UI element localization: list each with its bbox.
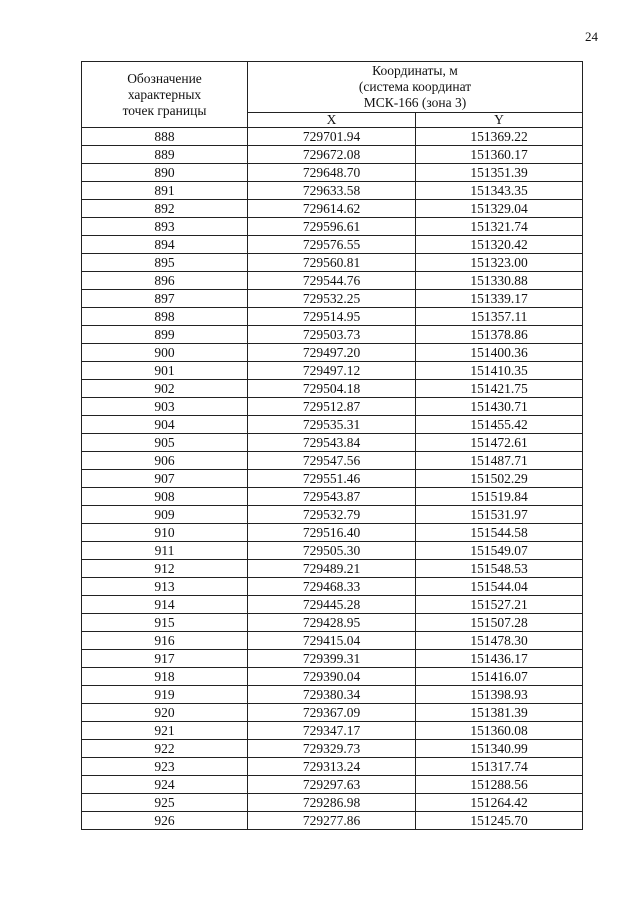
x-coordinate-cell: 729532.25 xyxy=(248,290,416,308)
y-coordinate-cell: 151549.07 xyxy=(416,542,583,560)
table-row xyxy=(82,560,583,578)
y-coordinate-cell: 151507.28 xyxy=(416,614,583,632)
point-number-cell: 911 xyxy=(82,542,248,560)
coord-header-line-1: Координаты, м xyxy=(372,63,458,78)
point-number-cell: 912 xyxy=(82,560,248,578)
table-row xyxy=(82,182,583,200)
table-row xyxy=(82,776,583,794)
y-coordinate-cell: 151317.74 xyxy=(416,758,583,776)
table-row xyxy=(82,434,583,452)
y-coordinate-cell: 151472.61 xyxy=(416,434,583,452)
table-row xyxy=(82,740,583,758)
point-number-cell: 913 xyxy=(82,578,248,596)
x-coordinate-cell: 729286.98 xyxy=(248,794,416,812)
y-coordinate-cell: 151519.84 xyxy=(416,488,583,506)
y-coordinate-cell: 151321.74 xyxy=(416,218,583,236)
y-coordinate-cell: 151340.99 xyxy=(416,740,583,758)
point-number-cell: 889 xyxy=(82,146,248,164)
table-row xyxy=(82,614,583,632)
y-coordinate-cell: 151343.35 xyxy=(416,182,583,200)
point-number-cell: 904 xyxy=(82,416,248,434)
point-number-cell: 901 xyxy=(82,362,248,380)
table-row xyxy=(82,668,583,686)
x-coordinate-cell: 729399.31 xyxy=(248,650,416,668)
table-row xyxy=(82,272,583,290)
table-row xyxy=(82,758,583,776)
x-coordinate-cell: 729576.55 xyxy=(248,236,416,254)
point-number-cell: 890 xyxy=(82,164,248,182)
table-row xyxy=(82,380,583,398)
x-coordinate-cell: 729503.73 xyxy=(248,326,416,344)
coord-header-line-2: (система координат xyxy=(358,79,472,94)
y-column-header: Y xyxy=(416,113,583,128)
y-coordinate-cell: 151544.04 xyxy=(416,578,583,596)
y-coordinate-cell: 151410.35 xyxy=(416,362,583,380)
point-number-cell: 891 xyxy=(82,182,248,200)
x-coordinate-cell: 729648.70 xyxy=(248,164,416,182)
x-coordinate-cell: 729544.76 xyxy=(248,272,416,290)
point-number-cell: 925 xyxy=(82,794,248,812)
coord-header-line-3: МСК-166 (зона 3) xyxy=(363,95,467,110)
x-coordinate-cell: 729297.63 xyxy=(248,776,416,794)
x-coordinate-cell: 729543.87 xyxy=(248,488,416,506)
point-number-cell: 903 xyxy=(82,398,248,416)
point-number-cell: 916 xyxy=(82,632,248,650)
point-number-cell: 910 xyxy=(82,524,248,542)
point-header-line-1: Обозначение xyxy=(127,70,202,86)
y-coordinate-cell: 151339.17 xyxy=(416,290,583,308)
point-number-cell: 924 xyxy=(82,776,248,794)
table-row xyxy=(82,722,583,740)
table-row xyxy=(82,452,583,470)
page-number: 24 xyxy=(585,29,598,44)
point-number-cell: 893 xyxy=(82,218,248,236)
y-coordinate-cell: 151351.39 xyxy=(416,164,583,182)
y-coordinate-cell: 151436.17 xyxy=(416,650,583,668)
y-coordinate-cell: 151478.30 xyxy=(416,632,583,650)
y-coordinate-cell: 151398.93 xyxy=(416,686,583,704)
x-coordinate-cell: 729543.84 xyxy=(248,434,416,452)
table-row xyxy=(82,128,583,146)
table-row xyxy=(82,218,583,236)
point-number-cell: 900 xyxy=(82,344,248,362)
table-row xyxy=(82,254,583,272)
x-coordinate-cell: 729551.46 xyxy=(248,470,416,488)
point-number-cell: 902 xyxy=(82,380,248,398)
table-header xyxy=(82,62,583,128)
table-row xyxy=(82,362,583,380)
table-row xyxy=(82,578,583,596)
x-coordinate-cell: 729313.24 xyxy=(248,758,416,776)
table-row xyxy=(82,146,583,164)
point-number-cell: 895 xyxy=(82,254,248,272)
x-coordinate-cell: 729512.87 xyxy=(248,398,416,416)
y-coordinate-cell: 151378.86 xyxy=(416,326,583,344)
table-row xyxy=(82,488,583,506)
x-coordinate-cell: 729614.62 xyxy=(248,200,416,218)
x-coordinate-cell: 729560.81 xyxy=(248,254,416,272)
x-coordinate-cell: 729415.04 xyxy=(248,632,416,650)
x-coordinate-cell: 729535.31 xyxy=(248,416,416,434)
x-coordinate-cell: 729633.58 xyxy=(248,182,416,200)
table-row xyxy=(82,164,583,182)
x-coordinate-cell: 729672.08 xyxy=(248,146,416,164)
y-coordinate-cell: 151369.22 xyxy=(416,128,583,146)
y-coordinate-cell: 151416.07 xyxy=(416,668,583,686)
x-column-header: X xyxy=(248,113,416,128)
table-row xyxy=(82,398,583,416)
y-coordinate-cell: 151487.71 xyxy=(416,452,583,470)
x-coordinate-cell: 729489.21 xyxy=(248,560,416,578)
table-row xyxy=(82,290,583,308)
y-coordinate-cell: 151421.75 xyxy=(416,380,583,398)
x-coordinate-cell: 729428.95 xyxy=(248,614,416,632)
table-row xyxy=(82,470,583,488)
point-number-cell: 907 xyxy=(82,470,248,488)
y-coordinate-cell: 151400.36 xyxy=(416,344,583,362)
point-designation-header xyxy=(82,62,248,128)
table-row xyxy=(82,794,583,812)
x-coordinate-cell: 729516.40 xyxy=(248,524,416,542)
y-coordinate-cell: 151360.17 xyxy=(416,146,583,164)
point-number-cell: 892 xyxy=(82,200,248,218)
point-number-cell: 897 xyxy=(82,290,248,308)
x-coordinate-cell: 729445.28 xyxy=(248,596,416,614)
y-coordinate-cell: 151323.00 xyxy=(416,254,583,272)
table-row xyxy=(82,200,583,218)
y-coordinate-cell: 151329.04 xyxy=(416,200,583,218)
point-number-cell: 894 xyxy=(82,236,248,254)
point-number-cell: 898 xyxy=(82,308,248,326)
table-row xyxy=(82,632,583,650)
y-coordinate-cell: 151531.97 xyxy=(416,506,583,524)
table-row xyxy=(82,524,583,542)
point-number-cell: 909 xyxy=(82,506,248,524)
point-number-cell: 888 xyxy=(82,128,248,146)
x-coordinate-cell: 729497.12 xyxy=(248,362,416,380)
coordinates-table xyxy=(81,61,583,830)
x-coordinate-cell: 729277.86 xyxy=(248,812,416,830)
y-coordinate-cell: 151245.70 xyxy=(416,812,583,830)
point-number-cell: 923 xyxy=(82,758,248,776)
point-number-cell: 899 xyxy=(82,326,248,344)
table-row xyxy=(82,326,583,344)
point-number-cell: 914 xyxy=(82,596,248,614)
table-row xyxy=(82,416,583,434)
table-body xyxy=(82,128,583,830)
table-row xyxy=(82,308,583,326)
point-header-line-2: характерных xyxy=(127,86,202,102)
x-coordinate-cell: 729701.94 xyxy=(248,128,416,146)
point-number-cell: 918 xyxy=(82,668,248,686)
x-coordinate-cell: 729504.18 xyxy=(248,380,416,398)
y-coordinate-cell: 151527.21 xyxy=(416,596,583,614)
y-coordinate-cell: 151264.42 xyxy=(416,794,583,812)
y-coordinate-cell: 151360.08 xyxy=(416,722,583,740)
point-number-cell: 920 xyxy=(82,704,248,722)
y-coordinate-cell: 151502.29 xyxy=(416,470,583,488)
x-coordinate-cell: 729329.73 xyxy=(248,740,416,758)
point-number-cell: 922 xyxy=(82,740,248,758)
point-header-line-3: точек границы xyxy=(122,102,207,118)
point-number-cell: 915 xyxy=(82,614,248,632)
y-coordinate-cell: 151430.71 xyxy=(416,398,583,416)
table-row xyxy=(82,506,583,524)
point-number-cell: 905 xyxy=(82,434,248,452)
y-coordinate-cell: 151455.42 xyxy=(416,416,583,434)
x-coordinate-cell: 729596.61 xyxy=(248,218,416,236)
x-coordinate-cell: 729497.20 xyxy=(248,344,416,362)
table-row xyxy=(82,236,583,254)
x-coordinate-cell: 729380.34 xyxy=(248,686,416,704)
table-row xyxy=(82,812,583,830)
y-coordinate-cell: 151544.58 xyxy=(416,524,583,542)
y-coordinate-cell: 151320.42 xyxy=(416,236,583,254)
point-number-cell: 906 xyxy=(82,452,248,470)
x-coordinate-cell: 729468.33 xyxy=(248,578,416,596)
table-row xyxy=(82,596,583,614)
x-coordinate-cell: 729505.30 xyxy=(248,542,416,560)
point-number-cell: 919 xyxy=(82,686,248,704)
point-number-cell: 926 xyxy=(82,812,248,830)
y-coordinate-cell: 151548.53 xyxy=(416,560,583,578)
x-coordinate-cell: 729547.56 xyxy=(248,452,416,470)
table-row xyxy=(82,650,583,668)
point-number-cell: 896 xyxy=(82,272,248,290)
x-coordinate-cell: 729514.95 xyxy=(248,308,416,326)
x-coordinate-cell: 729367.09 xyxy=(248,704,416,722)
y-coordinate-cell: 151381.39 xyxy=(416,704,583,722)
point-number-cell: 917 xyxy=(82,650,248,668)
y-coordinate-cell: 151288.56 xyxy=(416,776,583,794)
x-coordinate-cell: 729390.04 xyxy=(248,668,416,686)
x-coordinate-cell: 729347.17 xyxy=(248,722,416,740)
table-row xyxy=(82,704,583,722)
table-row xyxy=(82,542,583,560)
y-coordinate-cell: 151357.11 xyxy=(416,308,583,326)
x-coordinate-cell: 729532.79 xyxy=(248,506,416,524)
point-number-cell: 921 xyxy=(82,722,248,740)
point-number-cell: 908 xyxy=(82,488,248,506)
y-coordinate-cell: 151330.88 xyxy=(416,272,583,290)
coordinates-header xyxy=(248,62,583,113)
table-row xyxy=(82,344,583,362)
table-row xyxy=(82,686,583,704)
